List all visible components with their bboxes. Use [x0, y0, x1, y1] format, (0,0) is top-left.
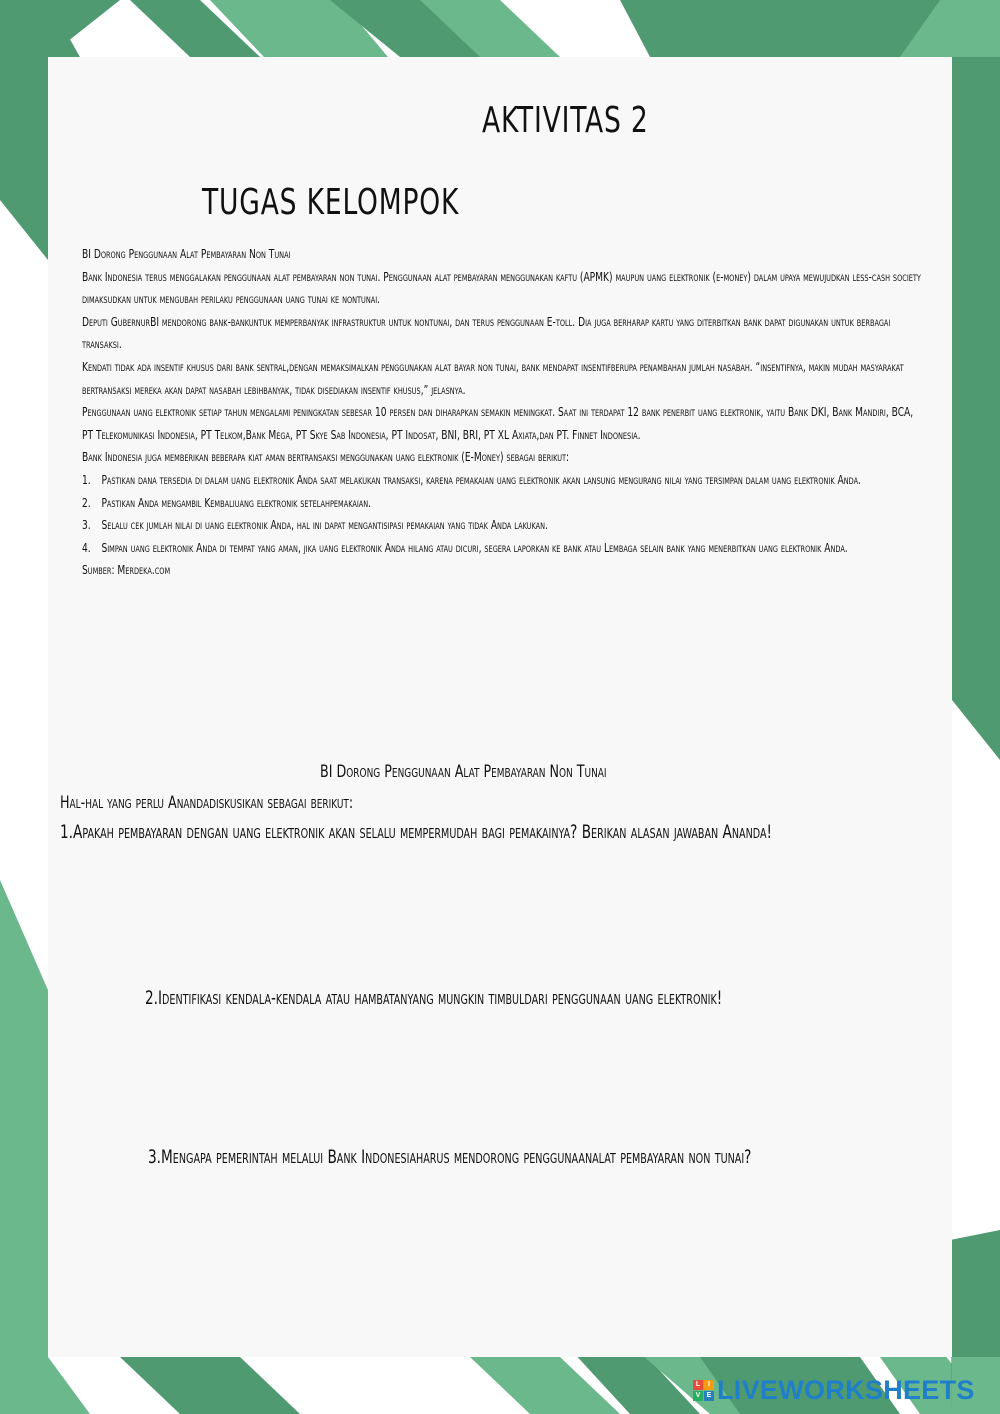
task-heading: TUGAS KELOMPOK [202, 182, 460, 223]
liveworksheets-logo[interactable] [693, 1372, 975, 1408]
article-title: BI Dorong Penggunaan Alat Pembayaran Non Tunai [82, 246, 291, 261]
article-body [82, 243, 924, 582]
activity-heading: AKTIVITAS 2 [482, 100, 649, 141]
question-2: 2.Identifikasi kendala-kendala atau hambatanyang mungkin timbuldari penggunaan uang elektronik! [145, 988, 723, 1009]
article-source: Sumber: Merdeka.com [82, 562, 171, 578]
list-item: 4. Simpan uang elektronik Anda di tempat yang aman, jika uang elektronik Anda hilang atau dicuri, segera laporkan ke bank atau Lembaga selain bank yang menerbitkan uang elektronik Anda. [82, 539, 848, 555]
tips-list [82, 469, 924, 559]
question-3: 3.Mengapa pemerintah melalui Bank Indonesiaharus mendorong penggunaanalat pembayaran non tunai? [148, 1147, 752, 1168]
article-paragraph: Penggunaan uang elektronik setiap tahun mengalami peningkatan sebesar 10 persen dan diharapkan semakin meningkat. Saat ini terdapat 12 bank penerbit uang elektronik, yaitu Bank DKI, Bank Mandiri, BCA, PT Telekomunikasi Indonesia, PT Telkom,Bank Mega, PT Skye Sab Indonesia, PT Indosat, BNI, BRI, PT XL Axiata,dan PT. Finnet Indonesia. [82, 404, 914, 442]
questions-intro: Hal-hal yang perlu Anandadiskusikan sebagai berikut: [60, 793, 354, 813]
article-paragraph: Bank Indonesia terus menggalakan penggunaan alat pembayaran non tunai. Penggunaan alat pembayaran menggunakan kaftu (APMK) maupun uang elektronik (e-money) dalam upaya mewujudkan less-cash society dimaksudkan untuk mengubah perilaku penggunaan uang tunai ke nontunai. [82, 268, 921, 307]
list-item: 3. Selalu cek jumlah nilai di uang elektronik Anda, hal ini dapat mengantisipasi pemakaian yang tidak Anda lakukan. [82, 517, 548, 533]
question-1: 1.Apakah pembayaran dengan uang elektronik akan selalu mempermudah bagi pemakainya? Berikan alasan jawaban Ananda! [60, 822, 773, 843]
article-paragraph: Bank Indonesia juga memberikan beberapa kiat aman bertransaksi menggunakan uang elektronik (E-Money) sebagai berikut: [82, 449, 570, 465]
list-item: 2. Pastikan Anda mengambil Kembaliuang elektronik setelahpemakaian. [82, 494, 372, 510]
list-item: 1. Pastikan dana tersedia di dalam uang elektronik Anda saat melakukan transaksi, karena pemakaian uang elektronik akan lansung mengurang nilai yang tersimpan dalam uang elektronik Anda. [82, 471, 861, 487]
article-paragraph: Deputi GubernurBI mendorong bank-bankuntuk memperbanyak infrastruktur untuk nontunai, dan terus penggunaan E-toll. Dia juga berharap kartu yang diterbitkan bank dapat digunakan untuk berbagai transaksi. [82, 313, 891, 352]
logo-text: LIVEWORKSHEETS [717, 1374, 975, 1405]
article-paragraph: Kendati tidak ada insentif khusus dari bank sentral,dengan memaksimalkan penggunakan alat bayar non tunai, bank mendapat insentifberupa penambahan jumlah nasabah. “insentifnya, makin mudah masyarakat bertransaksi mereka akan dapat nasabah lebihbanyak, tidak disediakan insentif khusus,” jelasnya. [82, 358, 904, 397]
logo-tiles-icon: L I V E [693, 1380, 714, 1401]
questions-title: BI Dorong Penggunaan Alat Pembayaran Non Tunai [320, 762, 607, 782]
